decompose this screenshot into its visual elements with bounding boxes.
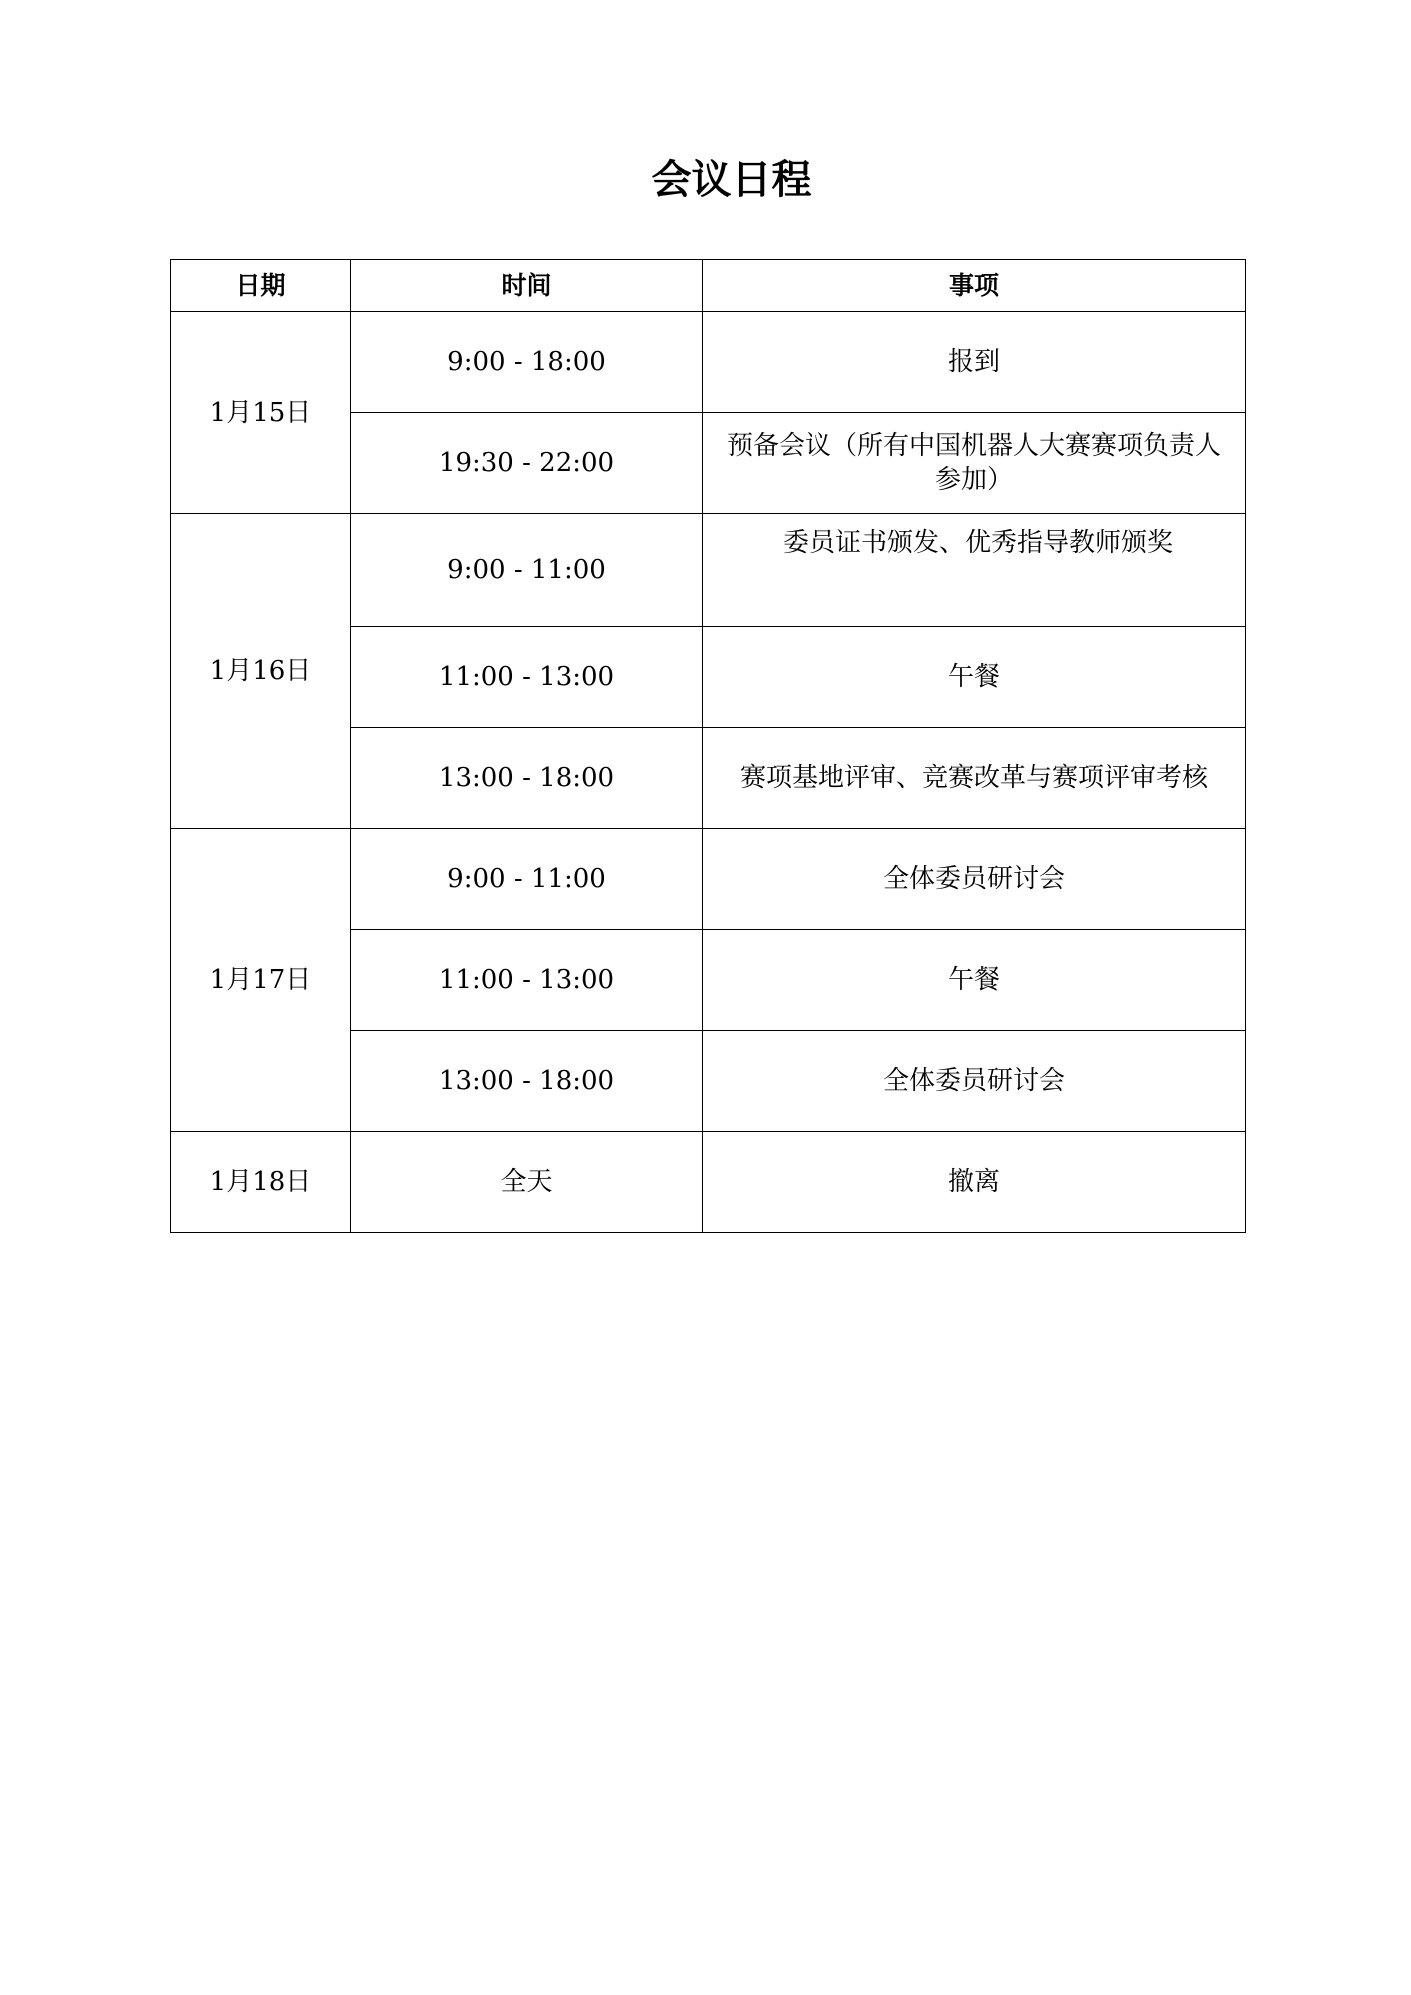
page-title: 会议日程	[651, 157, 812, 203]
item-cell: 全体委员研讨会	[703, 1031, 1246, 1132]
table-row	[171, 514, 1246, 627]
item-cell: 赛项基地评审、竞赛改革与赛项评审考核	[703, 728, 1246, 829]
time-cell: 全天	[351, 1132, 703, 1233]
item-cell: 撤离	[703, 1132, 1246, 1233]
time-cell: 11:00 - 13:00	[351, 627, 703, 728]
time-cell: 19:30 - 22:00	[351, 413, 703, 514]
item-cell: 委员证书颁发、优秀指导教师颁奖	[703, 514, 1246, 627]
item-cell: 预备会议（所有中国机器人大赛赛项负责人参加）	[703, 413, 1246, 514]
header-item: 事项	[703, 260, 1246, 312]
table-header-row	[171, 260, 1246, 312]
header-date: 日期	[171, 260, 351, 312]
time-cell: 13:00 - 18:00	[351, 1031, 703, 1132]
date-cell: 1月15日	[171, 312, 351, 514]
time-cell: 9:00 - 18:00	[351, 312, 703, 413]
date-cell: 1月17日	[171, 829, 351, 1132]
schedule-table	[170, 259, 1246, 1233]
table-row	[171, 829, 1246, 930]
time-cell: 9:00 - 11:00	[351, 514, 703, 627]
date-cell: 1月18日	[171, 1132, 351, 1233]
item-cell: 午餐	[703, 627, 1246, 728]
time-cell: 13:00 - 18:00	[351, 728, 703, 829]
item-cell: 午餐	[703, 930, 1246, 1031]
table-row	[171, 1132, 1246, 1233]
table-row	[171, 312, 1246, 413]
time-cell: 11:00 - 13:00	[351, 930, 703, 1031]
time-cell: 9:00 - 11:00	[351, 829, 703, 930]
header-time: 时间	[351, 260, 703, 312]
date-cell: 1月16日	[171, 514, 351, 829]
item-cell: 全体委员研讨会	[703, 829, 1246, 930]
item-cell: 报到	[703, 312, 1246, 413]
